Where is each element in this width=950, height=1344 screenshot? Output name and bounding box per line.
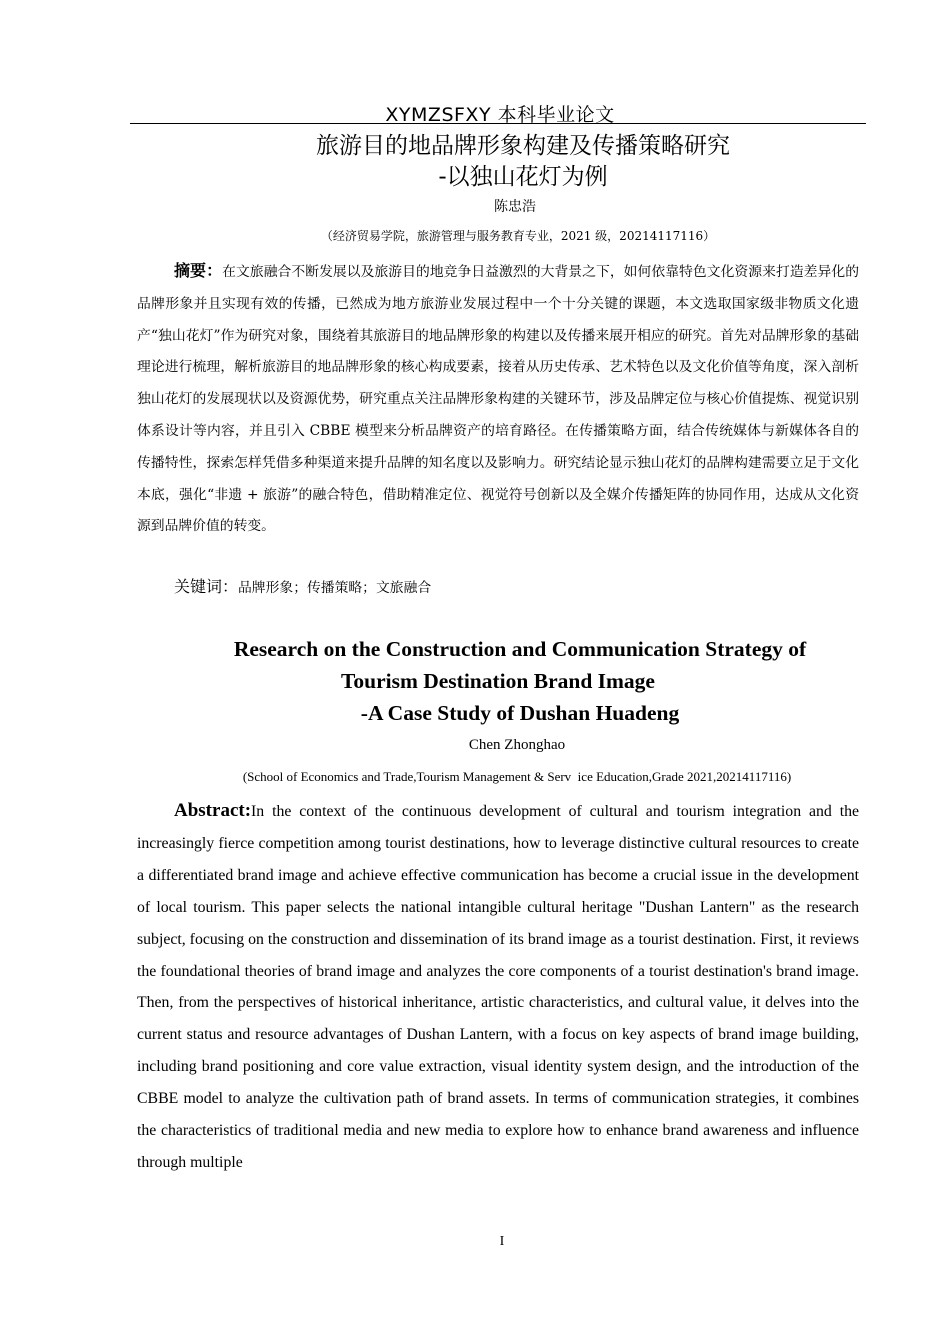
chinese-title-line-2: -以独山花灯为例 bbox=[438, 164, 608, 190]
chinese-keywords-label: 关键词： bbox=[174, 577, 239, 596]
english-abstract-label: Abstract: bbox=[174, 800, 252, 821]
chinese-affiliation: （经济贸易学院，旅游管理与服务教育专业，2021 级，20214117116） bbox=[320, 229, 716, 243]
english-affiliation: (School of Economics and Trade,Tourism Management & Serv ice Education,Grade 2021,20214117116) bbox=[242, 769, 792, 784]
english-title-line-3: -A Case Study of Dushan Huadeng bbox=[360, 701, 680, 725]
english-abstract bbox=[137, 795, 859, 1179]
chinese-abstract bbox=[137, 255, 859, 543]
chinese-keywords-text: 品牌形象；传播策略；文旅融合 bbox=[238, 580, 432, 596]
chinese-title-line-1: 旅游目的地品牌形象构建及传播策略研究 bbox=[316, 133, 730, 159]
english-title-line-2: Tourism Destination Brand Image bbox=[341, 669, 655, 693]
english-author: Chen Zhonghao bbox=[468, 737, 566, 753]
page-number: I bbox=[499, 1234, 505, 1249]
english-abstract-text: In the context of the continuous development of cultural and tourism integration and the increasingly fierce competition among tourist destinations, how to leverage distinctive cultural resources to create a differentiated brand image and achieve effective communication has become a crucial issue in the development of local tourism. This paper selects the national intangible cultural heritage "Dushan Lantern" as the research subject, focusing on the construction and dissemination of its brand image as a tourist destination. First, it reviews the foundational theories of brand image and analyzes the core components of a tourist destination's brand image. Then, from the perspectives of historical inheritance, artistic characteristics, and cultural value, it delves into the current status and resource advantages of Dushan Lantern, with a focus on key aspects of brand image building, including brand positioning and core value extraction, visual identity system design, and the introduction of the CBBE model to analyze the cultivation path of brand assets. In terms of communication strategies, it combines the characteristics of traditional media and new media to explore how to enhance brand awareness and influence through multiple bbox=[137, 803, 859, 1171]
english-title-line-1: Research on the Construction and Communication Strategy of bbox=[233, 637, 807, 661]
chinese-keywords bbox=[174, 574, 431, 597]
running-header: XYMZSFXY 本科毕业论文 bbox=[385, 104, 615, 126]
chinese-abstract-text: 在文旅融合不断发展以及旅游目的地竞争日益激烈的大背景之下，如何依靠特色文化资源来打造差异化的品牌形象并且实现有效的传播，已然成为地方旅游业发展过程中一个十分关键的课题，本文选取国家级非物质文化遗产“独山花灯”作为研究对象，围绕着其旅游目的地品牌形象的构建以及传播来展开相应的研究。首先对品牌形象的基础理论进行梳理，解析旅游目的地品牌形象的核心构成要素，接着从历史传承、艺术特色以及文化价值等角度，深入剖析独山花灯的发展现状以及资源优势，研究重点关注品牌形象构建的关键环节，涉及品牌定位与核心价值提炼、视觉识别体系设计等内容，并且引入 CBBE 模型来分析品牌资产的培育路径。在传播策略方面，结合传统媒体与新媒体各自的传播特性，探索怎样凭借多种渠道来提升品牌的知名度以及影响力。研究结论显示独山花灯的品牌构建需要立足于文化本底，强化“非遗 + 旅游”的融合特色，借助精准定位、视觉符号创新以及全媒介传播矩阵的协同作用，达成从文化资源到品牌价值的转变。 bbox=[137, 264, 859, 535]
chinese-author: 陈忠浩 bbox=[494, 199, 536, 215]
header-rule bbox=[130, 123, 866, 124]
chinese-abstract-label: 摘要： bbox=[174, 261, 223, 280]
